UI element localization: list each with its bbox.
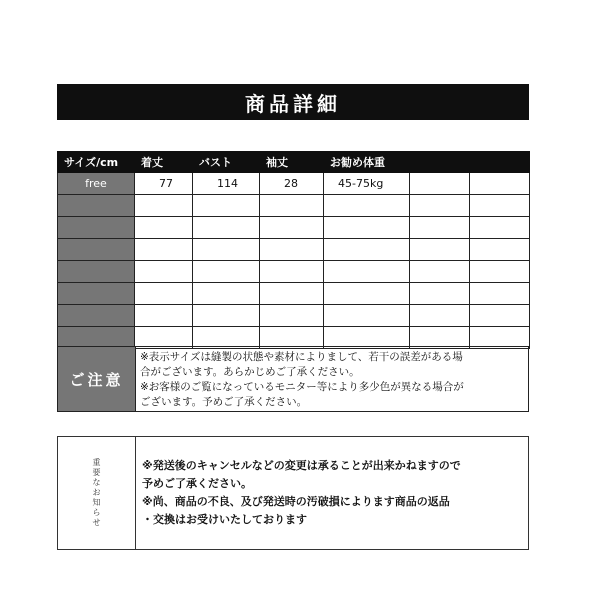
cell [260, 239, 324, 261]
cell [470, 217, 530, 239]
notice-label-char: 重 [92, 458, 101, 467]
important-notice-text [136, 437, 528, 549]
cell [260, 305, 324, 327]
header-length: 着丈 [135, 152, 193, 173]
cell [135, 283, 193, 305]
cell [135, 305, 193, 327]
cell [324, 239, 410, 261]
header-blank [470, 152, 530, 173]
cell [324, 195, 410, 217]
row-label [58, 195, 135, 217]
cell [470, 239, 530, 261]
cell [135, 217, 193, 239]
cell [324, 217, 410, 239]
notice-label-char: 要 [92, 468, 101, 477]
row-label [58, 239, 135, 261]
row-label [58, 283, 135, 305]
cell [193, 283, 260, 305]
important-notice-section [57, 436, 529, 550]
cell [193, 305, 260, 327]
notice-label-char: ら [92, 508, 101, 517]
caution-label: ご注意 [58, 347, 136, 411]
cell-length: 77 [135, 173, 193, 195]
notice-line: ※尚、商品の不良、及び発送時の汚破損によります商品の返品 [142, 495, 450, 508]
table-row [58, 261, 530, 283]
row-label [58, 261, 135, 283]
size-table-header [58, 152, 530, 173]
cell [260, 261, 324, 283]
row-label [58, 217, 135, 239]
header-bust: バスト [193, 152, 260, 173]
cell [410, 173, 470, 195]
cell [260, 195, 324, 217]
table-row [58, 283, 530, 305]
row-label [58, 305, 135, 327]
cell [193, 217, 260, 239]
cell [410, 239, 470, 261]
notice-line: ・交換はお受けいたしております [142, 513, 307, 526]
caution-section [57, 346, 529, 412]
important-notice-label [58, 437, 136, 549]
header-size: サイズ/cm [58, 152, 135, 173]
page-title: 商品詳細 [57, 84, 529, 120]
table-row [58, 217, 530, 239]
notice-line: 予めご了承ください。 [142, 477, 252, 490]
table-row [58, 305, 530, 327]
table-row [58, 173, 530, 195]
cell [135, 239, 193, 261]
notice-line: ※発送後のキャンセルなどの変更は承ることが出来かねますので [142, 459, 461, 472]
caution-line: ※お客様のご覧になっているモニター等により多少色が異なる場合が [140, 381, 464, 393]
cell [410, 305, 470, 327]
notice-label-char: 知 [92, 498, 101, 507]
caution-line: ※表示サイズは縫製の状態や素材によりまして、若干の誤差がある場 [140, 351, 463, 363]
cell [193, 261, 260, 283]
cell [410, 195, 470, 217]
cell [410, 283, 470, 305]
cell [410, 261, 470, 283]
cell [410, 217, 470, 239]
caution-text [136, 347, 528, 411]
cell [470, 173, 530, 195]
cell [324, 305, 410, 327]
cell [135, 261, 193, 283]
cell [470, 261, 530, 283]
cell [260, 217, 324, 239]
cell [470, 283, 530, 305]
cell-sleeve: 28 [260, 173, 324, 195]
cell [470, 195, 530, 217]
notice-label-char: な [92, 478, 101, 487]
notice-label-char: せ [92, 518, 101, 527]
row-label: free [58, 173, 135, 195]
caution-line: ございます。予めご了承ください。 [140, 396, 308, 408]
header-sleeve: 袖丈 [260, 152, 324, 173]
table-row [58, 239, 530, 261]
cell-weight: 45-75kg [324, 173, 410, 195]
header-weight: お勧め体重 [324, 152, 410, 173]
caution-line: 合がございます。あらかじめご了承ください。 [140, 366, 360, 378]
cell [324, 261, 410, 283]
cell-bust: 114 [193, 173, 260, 195]
cell [470, 305, 530, 327]
notice-label-char: お [92, 488, 101, 497]
cell [324, 283, 410, 305]
table-row [58, 195, 530, 217]
cell [193, 239, 260, 261]
cell [135, 195, 193, 217]
header-blank [410, 152, 470, 173]
cell [260, 283, 324, 305]
size-table [57, 151, 530, 349]
cell [193, 195, 260, 217]
